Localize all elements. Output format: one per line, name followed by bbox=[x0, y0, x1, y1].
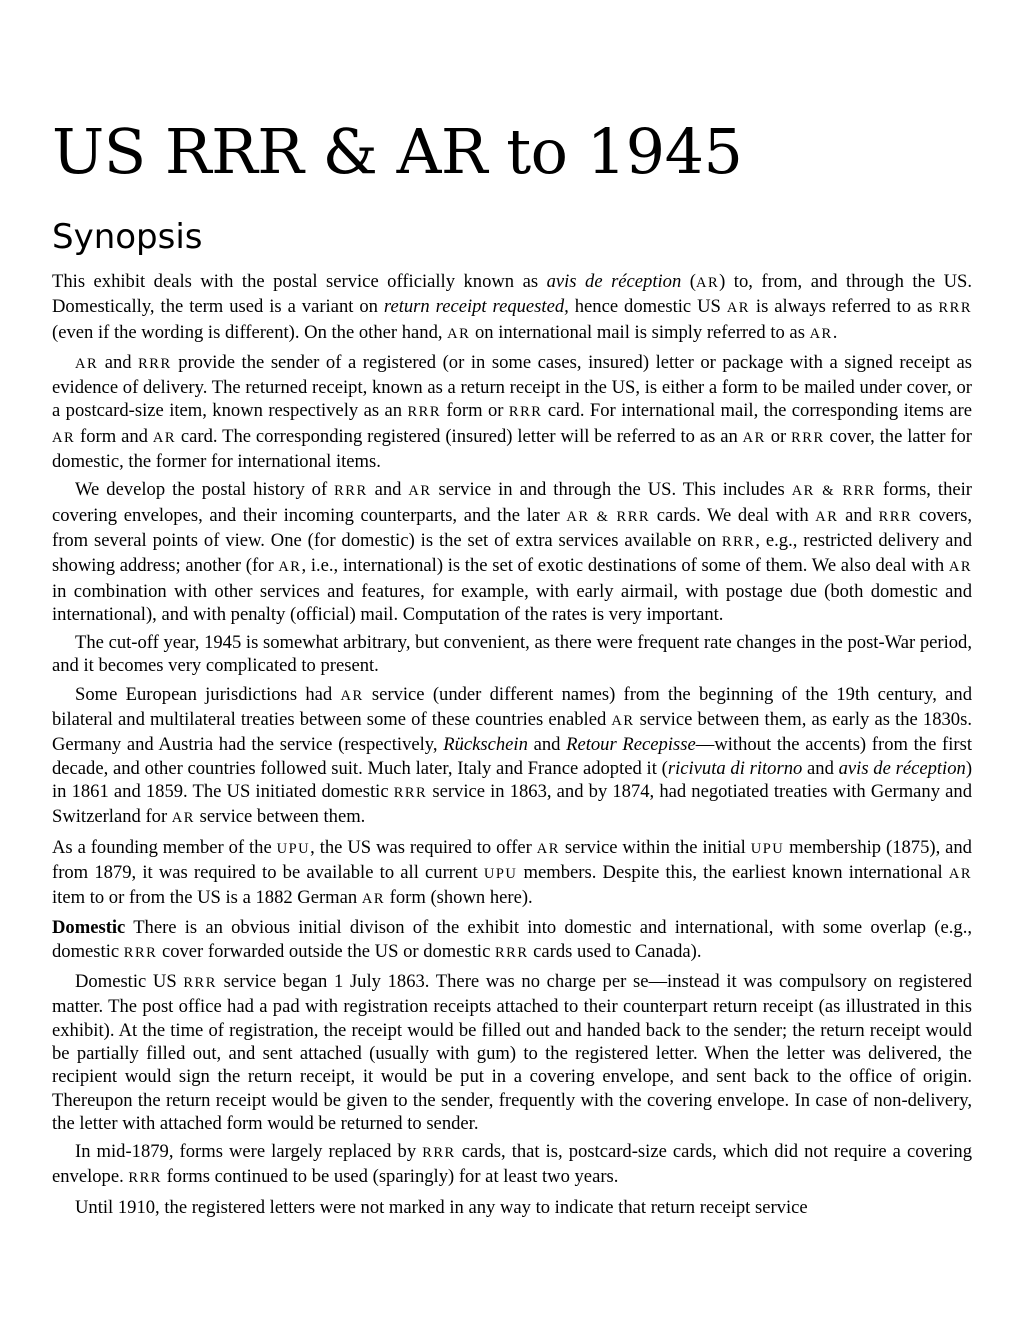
paragraph bbox=[52, 970, 972, 1135]
acronym: AR bbox=[611, 713, 635, 730]
acronym: AR bbox=[809, 325, 833, 342]
acronym: RRR bbox=[938, 300, 972, 317]
text-run: , e.g., restricted delivery and showing address; another (for bbox=[52, 529, 972, 577]
text-run: cover, the latter for domestic, the former for international items. bbox=[52, 425, 972, 473]
text-run: in combination with other services and features, for example, with early airmail, with postage due (both domestic and international), and with penalty (official) mail. Computation of the rates is very important. bbox=[52, 580, 972, 625]
italic-term: Rückschein bbox=[443, 734, 528, 756]
text-run: service between them. bbox=[194, 806, 366, 828]
text-run: covers, from several points of view. One (for domestic) is the set of extra services available on bbox=[52, 504, 972, 551]
text-run: (even if the wording is different). On the other hand, bbox=[52, 321, 448, 343]
text-run: card. For international mail, the corresponding items are bbox=[542, 400, 973, 422]
text-run: and bbox=[367, 479, 409, 501]
text-run: cards, that is, postcard-size cards, which did not require a covering envelope. bbox=[52, 1141, 972, 1188]
text-run: This exhibit deals with the postal service officially known as bbox=[52, 271, 547, 292]
paragraph-domestic bbox=[52, 916, 972, 965]
acronym: AR & RRR bbox=[566, 508, 651, 525]
acronym: AR & RRR bbox=[791, 483, 876, 500]
text-run: Domestic US bbox=[75, 971, 184, 993]
text-run: service in and through the US. This includes bbox=[431, 479, 792, 501]
acronym: AR bbox=[171, 810, 195, 827]
acronym: AR bbox=[152, 429, 176, 446]
acronym: AR bbox=[340, 687, 364, 704]
text-run: and bbox=[98, 351, 139, 373]
paragraph bbox=[52, 631, 972, 678]
text-run: and bbox=[838, 504, 879, 526]
run-in-heading: Domestic bbox=[52, 917, 126, 939]
text-run: form or bbox=[441, 400, 509, 422]
text-run: , the US was required to offer bbox=[310, 836, 537, 858]
acronym: AR bbox=[726, 300, 750, 317]
paragraph bbox=[52, 836, 972, 912]
text-run: —without the accents) from the first decade, and other countries followed suit. Much later, Italy and France adopted it ( bbox=[52, 734, 972, 779]
acronym: AR bbox=[75, 355, 99, 372]
text-run: forms, their covering envelopes, and their incoming counterparts, and the later bbox=[52, 479, 972, 526]
paragraph bbox=[52, 1140, 972, 1191]
text-run: We develop the postal history of bbox=[75, 479, 335, 501]
text-run: ( bbox=[681, 271, 696, 292]
paragraph bbox=[52, 1196, 972, 1219]
acronym: RRR bbox=[183, 975, 217, 992]
text-run: on international mail is simply referred to as bbox=[470, 321, 810, 343]
text-run: service between them, as early as the 1830s. Germany and Austria had the service (respectively, bbox=[52, 709, 972, 756]
text-run: . bbox=[832, 321, 838, 343]
acronym: RRR bbox=[138, 355, 172, 372]
text-run: members. Despite this, the earliest known international bbox=[517, 861, 949, 883]
acronym: AR bbox=[948, 559, 972, 576]
text-run: is always referred to as bbox=[749, 296, 939, 318]
text-run: hence domestic US bbox=[568, 296, 727, 318]
text-run: or bbox=[765, 425, 792, 447]
acronym: RRR bbox=[407, 404, 441, 421]
acronym: RRR bbox=[508, 404, 543, 421]
text-run: cards used to Canada). bbox=[528, 940, 702, 962]
acronym: AR bbox=[948, 865, 972, 882]
text-run: Some European jurisdictions had bbox=[75, 683, 341, 705]
text-run: form (shown here). bbox=[385, 887, 533, 909]
text-run: As a founding member of the bbox=[52, 836, 277, 858]
text-run: and bbox=[527, 734, 567, 756]
text-run: ) to, from, and through the US. Domestically, the term used is a variant on bbox=[52, 271, 972, 318]
text-run: card. The corresponding registered (insured) letter will be referred to as an bbox=[176, 425, 743, 447]
acronym: AR bbox=[695, 275, 720, 291]
italic-term: avis de réception bbox=[838, 757, 966, 779]
text-run: ) in 1861 and 1859. The US initiated domestic bbox=[52, 757, 973, 802]
text-run: In mid-1879, forms were largely replaced by bbox=[75, 1141, 423, 1163]
acronym: AR bbox=[52, 429, 76, 446]
text-run: forms continued to be used (sparingly) for at least two years. bbox=[161, 1166, 619, 1188]
text-run: cards. We deal with bbox=[650, 504, 816, 526]
italic-term: ricivuta di ritorno bbox=[667, 757, 803, 779]
text-run: service (under different names) from the beginning of the 19th century, and bilateral and multilateral treaties between some of these countries enabled bbox=[52, 683, 972, 731]
acronym: RRR bbox=[334, 483, 368, 500]
acronym: AR bbox=[447, 325, 471, 342]
text-run: , i.e., international) is the set of exotic destinations of some of them. We also deal with bbox=[301, 555, 949, 577]
body-text bbox=[52, 270, 972, 1224]
acronym: RRR bbox=[721, 533, 756, 550]
paragraph bbox=[52, 478, 972, 626]
text-run: cover forwarded outside the US or domestic bbox=[157, 940, 495, 962]
text-run: membership (1875), and from 1879, it was required to be available to all current bbox=[52, 836, 972, 883]
acronym: RRR bbox=[123, 944, 158, 961]
text-run: service within the initial bbox=[559, 836, 751, 858]
text-run: Until 1910, the registered letters were not marked in any way to indicate that return receipt service bbox=[75, 1196, 808, 1218]
acronym: AR bbox=[815, 508, 839, 525]
acronym: RRR bbox=[878, 508, 913, 525]
paragraph bbox=[52, 351, 972, 473]
acronym: AR bbox=[536, 840, 560, 857]
acronym: RRR bbox=[128, 1170, 162, 1187]
acronym: RRR bbox=[791, 429, 825, 446]
section-heading: Synopsis bbox=[52, 217, 203, 257]
italic-term: return receipt requested, bbox=[383, 296, 569, 318]
text-run: form and bbox=[75, 425, 153, 447]
acronym: AR bbox=[361, 891, 385, 908]
paragraph bbox=[52, 270, 972, 346]
text-run: provide the sender of a registered (or in some cases, insured) letter or package with a signed receipt as evidence of delivery. The returned receipt, known as a return receipt in the US, is either a form to be mailed under cover, or a postcard-size item, known respectively as an bbox=[52, 351, 972, 422]
italic-term: Retour Recepisse bbox=[566, 734, 696, 756]
acronym: UPU bbox=[483, 865, 518, 882]
text-run: item to or from the US is a 1882 German bbox=[52, 887, 362, 909]
acronym: RRR bbox=[393, 784, 428, 801]
text-run: The cut-off year, 1945 is somewhat arbitrary, but convenient, as there were frequent rate changes in the post-War period, and it becomes very complicated to present. bbox=[52, 632, 972, 677]
acronym: RRR bbox=[422, 1145, 456, 1162]
acronym: RRR bbox=[495, 944, 529, 961]
acronym: AR bbox=[408, 483, 432, 500]
text-run: and bbox=[802, 757, 839, 779]
acronym: AR bbox=[278, 559, 302, 576]
text-run: service began 1 July 1863. There was no charge per se—instead it was compulsory on registered matter. The post office had a pad with registration receipts attached to their counterpart return receipt (as illustrated in this exhibit). At the time of registration, the receipt would be filled out and handed back to the sender; the return receipt would be partially filled out, and sent attached (usually with gum) to the registered letter. When the letter was delivered, the recipient would sign the return receipt, it would be put in a covering envelope, and sent back to the office of origin. Thereupon the return receipt would be given to the sender, frequently with the covering envelope. In case of non-delivery, the letter with attached form would be returned to sender. bbox=[52, 971, 973, 1134]
text-run: service in 1863, and by 1874, had negotiated treaties with Germany and Switzerland for bbox=[52, 780, 972, 828]
acronym: UPU bbox=[276, 840, 311, 857]
paragraph bbox=[52, 683, 972, 831]
acronym: AR bbox=[742, 429, 766, 446]
italic-term: avis de réception bbox=[546, 271, 682, 292]
page-title: US RRR & AR to 1945 bbox=[52, 115, 743, 188]
text-run: There is an obvious initial divison of the exhibit into domestic and international, with some overlap (e.g., domestic bbox=[52, 917, 972, 962]
acronym: UPU bbox=[750, 840, 785, 857]
